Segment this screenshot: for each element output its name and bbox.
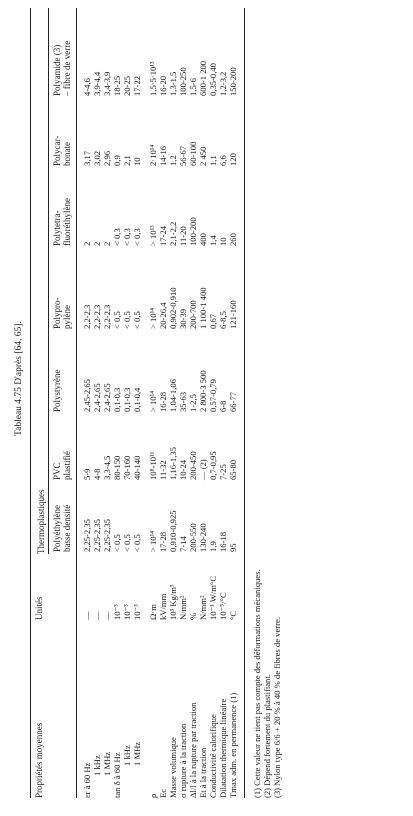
value-cell: 2 450 <box>198 146 209 166</box>
value-cell: 1,4 <box>208 235 219 246</box>
value-cell: 16-20 <box>157 75 168 96</box>
value-cell: 2,25-2,35 <box>82 519 92 552</box>
unit-cell: 10⁻³ <box>122 604 133 620</box>
value-cell: 0,67 <box>208 313 219 329</box>
property-row: Tmax adm. en permanence (1) <box>228 692 239 798</box>
value-cell: 6,6 <box>218 155 229 166</box>
header-material-ptfe: Polytetra- fluoréthylène <box>52 198 72 246</box>
units-column <box>82 576 238 620</box>
value-cell: 2 <box>82 241 92 246</box>
header-units: Unités <box>34 596 44 620</box>
header-material-ps: Polystyrène <box>52 369 62 412</box>
value-cell: > 10¹³ <box>147 225 158 246</box>
value-cell: 6-8,5 <box>218 311 229 329</box>
unit-cell: 10⁻³ <box>112 604 123 620</box>
value-cell: 1,2-3,2 <box>218 71 229 96</box>
header-material-ldpe: Polyéthylène basse densité <box>52 504 72 552</box>
value-cell: 0,1-0,4 <box>132 387 143 412</box>
value-cell: 1-2,5 <box>187 394 198 412</box>
value-cell: 3,17 <box>82 150 92 166</box>
value-cell: 30-39 <box>177 308 188 329</box>
value-cell: 66-77 <box>228 391 239 412</box>
property-row: Δl/l à la rupture par traction <box>187 702 198 798</box>
value-cell: < 0,3 <box>112 228 123 246</box>
data-column-pp <box>82 287 238 329</box>
unit-cell: 10⁻³ <box>132 604 143 620</box>
value-cell: 150-200 <box>228 67 239 96</box>
value-cell: 80-150 <box>112 455 123 480</box>
value-cell: > 10¹⁴ <box>147 307 158 329</box>
data-column-pc <box>82 142 238 166</box>
unit-cell: °C <box>228 610 239 620</box>
value-cell: 2,45-2,65 <box>82 379 92 412</box>
value-cell: 2,4-2,65 <box>92 383 103 412</box>
property-row: Et à la traction <box>198 747 209 798</box>
value-cell: 1,04-1,06 <box>167 379 178 412</box>
value-cell: 2,4-2,65 <box>102 383 113 412</box>
value-cell: 16-18 <box>218 531 229 552</box>
value-cell: 2,1-2,2 <box>167 221 178 246</box>
unit-cell: 10⁻⁵/°C <box>218 592 229 620</box>
value-cell: 3,02 <box>92 150 103 166</box>
value-cell: 0,1-0,3 <box>112 387 123 412</box>
value-cell: 200-550 <box>187 523 198 552</box>
value-cell: < 0,5 <box>112 311 123 329</box>
value-cell: 4-8 <box>92 468 103 480</box>
rule-top <box>30 8 31 798</box>
data-column-ptfe <box>82 217 238 246</box>
property-row: 1 kHz <box>122 745 133 766</box>
value-cell: 0,7-0,95 <box>208 451 219 480</box>
property-row: ρ <box>147 793 158 798</box>
value-cell: 11-20 <box>177 226 188 246</box>
value-cell: 3,9-4,4 <box>92 71 103 96</box>
value-cell: 11-32 <box>157 460 168 480</box>
value-cell: 2,2-2,3 <box>102 304 113 329</box>
data-column-pvc <box>82 447 238 480</box>
value-cell: < 0,3 <box>122 228 133 246</box>
footnote: (1) Cette valeur ne tient pas compte des déformations mécaniques. <box>252 569 262 798</box>
property-row: Ec <box>157 788 168 798</box>
value-cell: 0,9 <box>112 155 123 166</box>
property-row: Dilatation thermique linéaire <box>218 698 229 798</box>
value-cell: < 0,3 <box>132 228 143 246</box>
header-material-pa: Polyamide (3) – fibre de verre <box>52 40 72 96</box>
unit-cell: Ω·m <box>147 604 158 620</box>
value-cell: > 10¹⁴ <box>147 390 158 412</box>
header-properties: Propriétés moyennes <box>34 722 44 798</box>
value-cell: 18-25 <box>112 75 123 96</box>
value-cell: 1,16-1,35 <box>167 447 178 480</box>
value-cell: 600-1 200 <box>198 60 209 96</box>
rule-group <box>48 8 49 554</box>
value-cell: 200-450 <box>187 451 198 480</box>
value-cell: 260 <box>228 233 239 246</box>
value-cell: 0,902-0,910 <box>167 287 178 329</box>
value-cell: 1 100-1 400 <box>198 287 209 329</box>
unit-cell: — <box>92 611 103 620</box>
unit-cell: % <box>187 612 198 620</box>
value-cell: 1,2 <box>167 155 178 166</box>
value-cell: 0,35-0,40 <box>208 63 219 96</box>
value-cell: 3,4-3,9 <box>102 71 113 96</box>
property-row: Masse volumique <box>167 737 178 798</box>
value-cell: 120 <box>228 153 239 166</box>
rule-bottom <box>244 8 245 798</box>
value-cell: 1,1 <box>208 155 219 166</box>
value-cell: 10 <box>218 237 229 246</box>
value-cell: < 0,5 <box>122 311 133 329</box>
value-cell: 2 <box>92 241 103 246</box>
value-cell: 0,1-0,3 <box>122 387 133 412</box>
value-cell: 10⁸-10¹¹ <box>147 451 158 480</box>
value-cell: 1,5·5·10¹³ <box>147 61 158 96</box>
value-cell: 16-28 <box>157 391 168 412</box>
value-cell: 60-100 <box>187 141 198 166</box>
property-row: 1 kHz <box>92 755 103 776</box>
value-cell: 200-700 <box>187 300 198 329</box>
property-row: εr à 60 Hz <box>82 762 92 798</box>
value-cell: 3,3-4,5 <box>102 455 113 480</box>
footnote: (3) Nylon type 6/6 + 20 % à 40 % de fibres de verre. <box>272 617 283 798</box>
header-material-pp: Polypro- pylène <box>52 297 72 329</box>
value-cell: < 0,5 <box>132 311 143 329</box>
value-cell: 20-26,4 <box>157 302 168 329</box>
value-cell: 100-200 <box>187 217 198 246</box>
unit-cell: — <box>102 611 113 620</box>
value-cell: 65-80 <box>228 459 239 480</box>
unit-cell: 10³ Kg/m³ <box>167 584 178 620</box>
value-cell: — (2) <box>198 459 209 480</box>
value-cell: 35-63 <box>177 391 188 412</box>
value-cell: 121-160 <box>228 300 239 329</box>
value-cell: 56-67 <box>177 145 188 166</box>
value-cell: 400 <box>198 233 209 246</box>
value-cell: 6-8 <box>218 400 229 412</box>
value-cell: 130-240 <box>198 523 209 552</box>
value-cell: > 10¹⁴ <box>147 530 158 552</box>
header-group-thermoplastiques: Thermoplastiques <box>36 489 46 554</box>
value-cell: 2,1 <box>122 155 133 166</box>
value-cell: 2 800-3 500 <box>198 370 209 412</box>
data-column-pa <box>82 61 238 96</box>
value-cell: 7-14 <box>177 536 188 552</box>
value-cell: < 0,5 <box>122 534 133 552</box>
value-cell: < 0,5 <box>112 534 123 552</box>
header-material-pc: Polycar- bonate <box>52 135 72 166</box>
value-cell: 4-4,6 <box>82 78 92 96</box>
property-row: tan δ à 60 Hz <box>112 752 123 798</box>
value-cell: 0,57-0,79 <box>208 379 219 412</box>
property-row: 1 MHz <box>132 741 143 766</box>
table-caption: Tableau 4.75 D'après [64, 65]. <box>14 321 24 436</box>
value-cell: 1,9 <box>208 541 219 552</box>
header-material-pvc: PVC plastifié <box>52 451 72 480</box>
value-cell: 2,25-2,35 <box>92 519 103 552</box>
value-cell: 10-24 <box>177 459 188 480</box>
property-row: Conductivité calorifique <box>208 714 219 798</box>
rule-header-bottom <box>76 8 77 798</box>
value-cell: 5-9 <box>82 468 92 480</box>
value-cell: 1,3-1,5 <box>167 71 178 96</box>
value-cell: 2,2-2,3 <box>92 304 103 329</box>
data-column-ldpe <box>82 510 238 552</box>
value-cell: 40-140 <box>132 455 143 480</box>
unit-cell: kV/mm <box>157 593 168 620</box>
property-row: 1 MHz <box>102 751 113 776</box>
data-column-ps <box>82 370 238 412</box>
unit-cell: N/mm² <box>198 595 209 620</box>
value-cell: 2 <box>102 241 113 246</box>
value-cell: < 0,5 <box>132 534 143 552</box>
value-cell: 100-250 <box>177 67 188 96</box>
value-cell: 17-24 <box>157 225 168 246</box>
value-cell: 14-16 <box>157 145 168 166</box>
value-cell: 17-22 <box>132 75 143 96</box>
property-column <box>82 693 238 798</box>
value-cell: 0,910-0,925 <box>167 510 178 552</box>
value-cell: 2,96 <box>102 150 113 166</box>
value-cell: 70-160 <box>122 455 133 480</box>
unit-cell: 10⁻¹ W/m°C <box>208 575 219 620</box>
value-cell: 2·10¹⁴ <box>147 144 158 166</box>
value-cell: 1,5-6 <box>187 78 198 96</box>
footnote: (2) Dépend fortement du plastifiant. <box>262 674 273 798</box>
value-cell: 20-25 <box>122 75 133 96</box>
value-cell: 95 <box>228 543 239 552</box>
value-cell: 2,25-2,35 <box>102 519 113 552</box>
value-cell: 7-25 <box>218 464 229 480</box>
property-row: σ rupture à la traction <box>177 723 188 798</box>
unit-cell: N/mm² <box>177 595 188 620</box>
value-cell: 17-28 <box>157 531 168 552</box>
value-cell: 10 <box>132 157 143 166</box>
unit-cell: — <box>82 611 92 620</box>
footnotes <box>252 569 282 798</box>
value-cell: 2,2-2,3 <box>82 304 92 329</box>
